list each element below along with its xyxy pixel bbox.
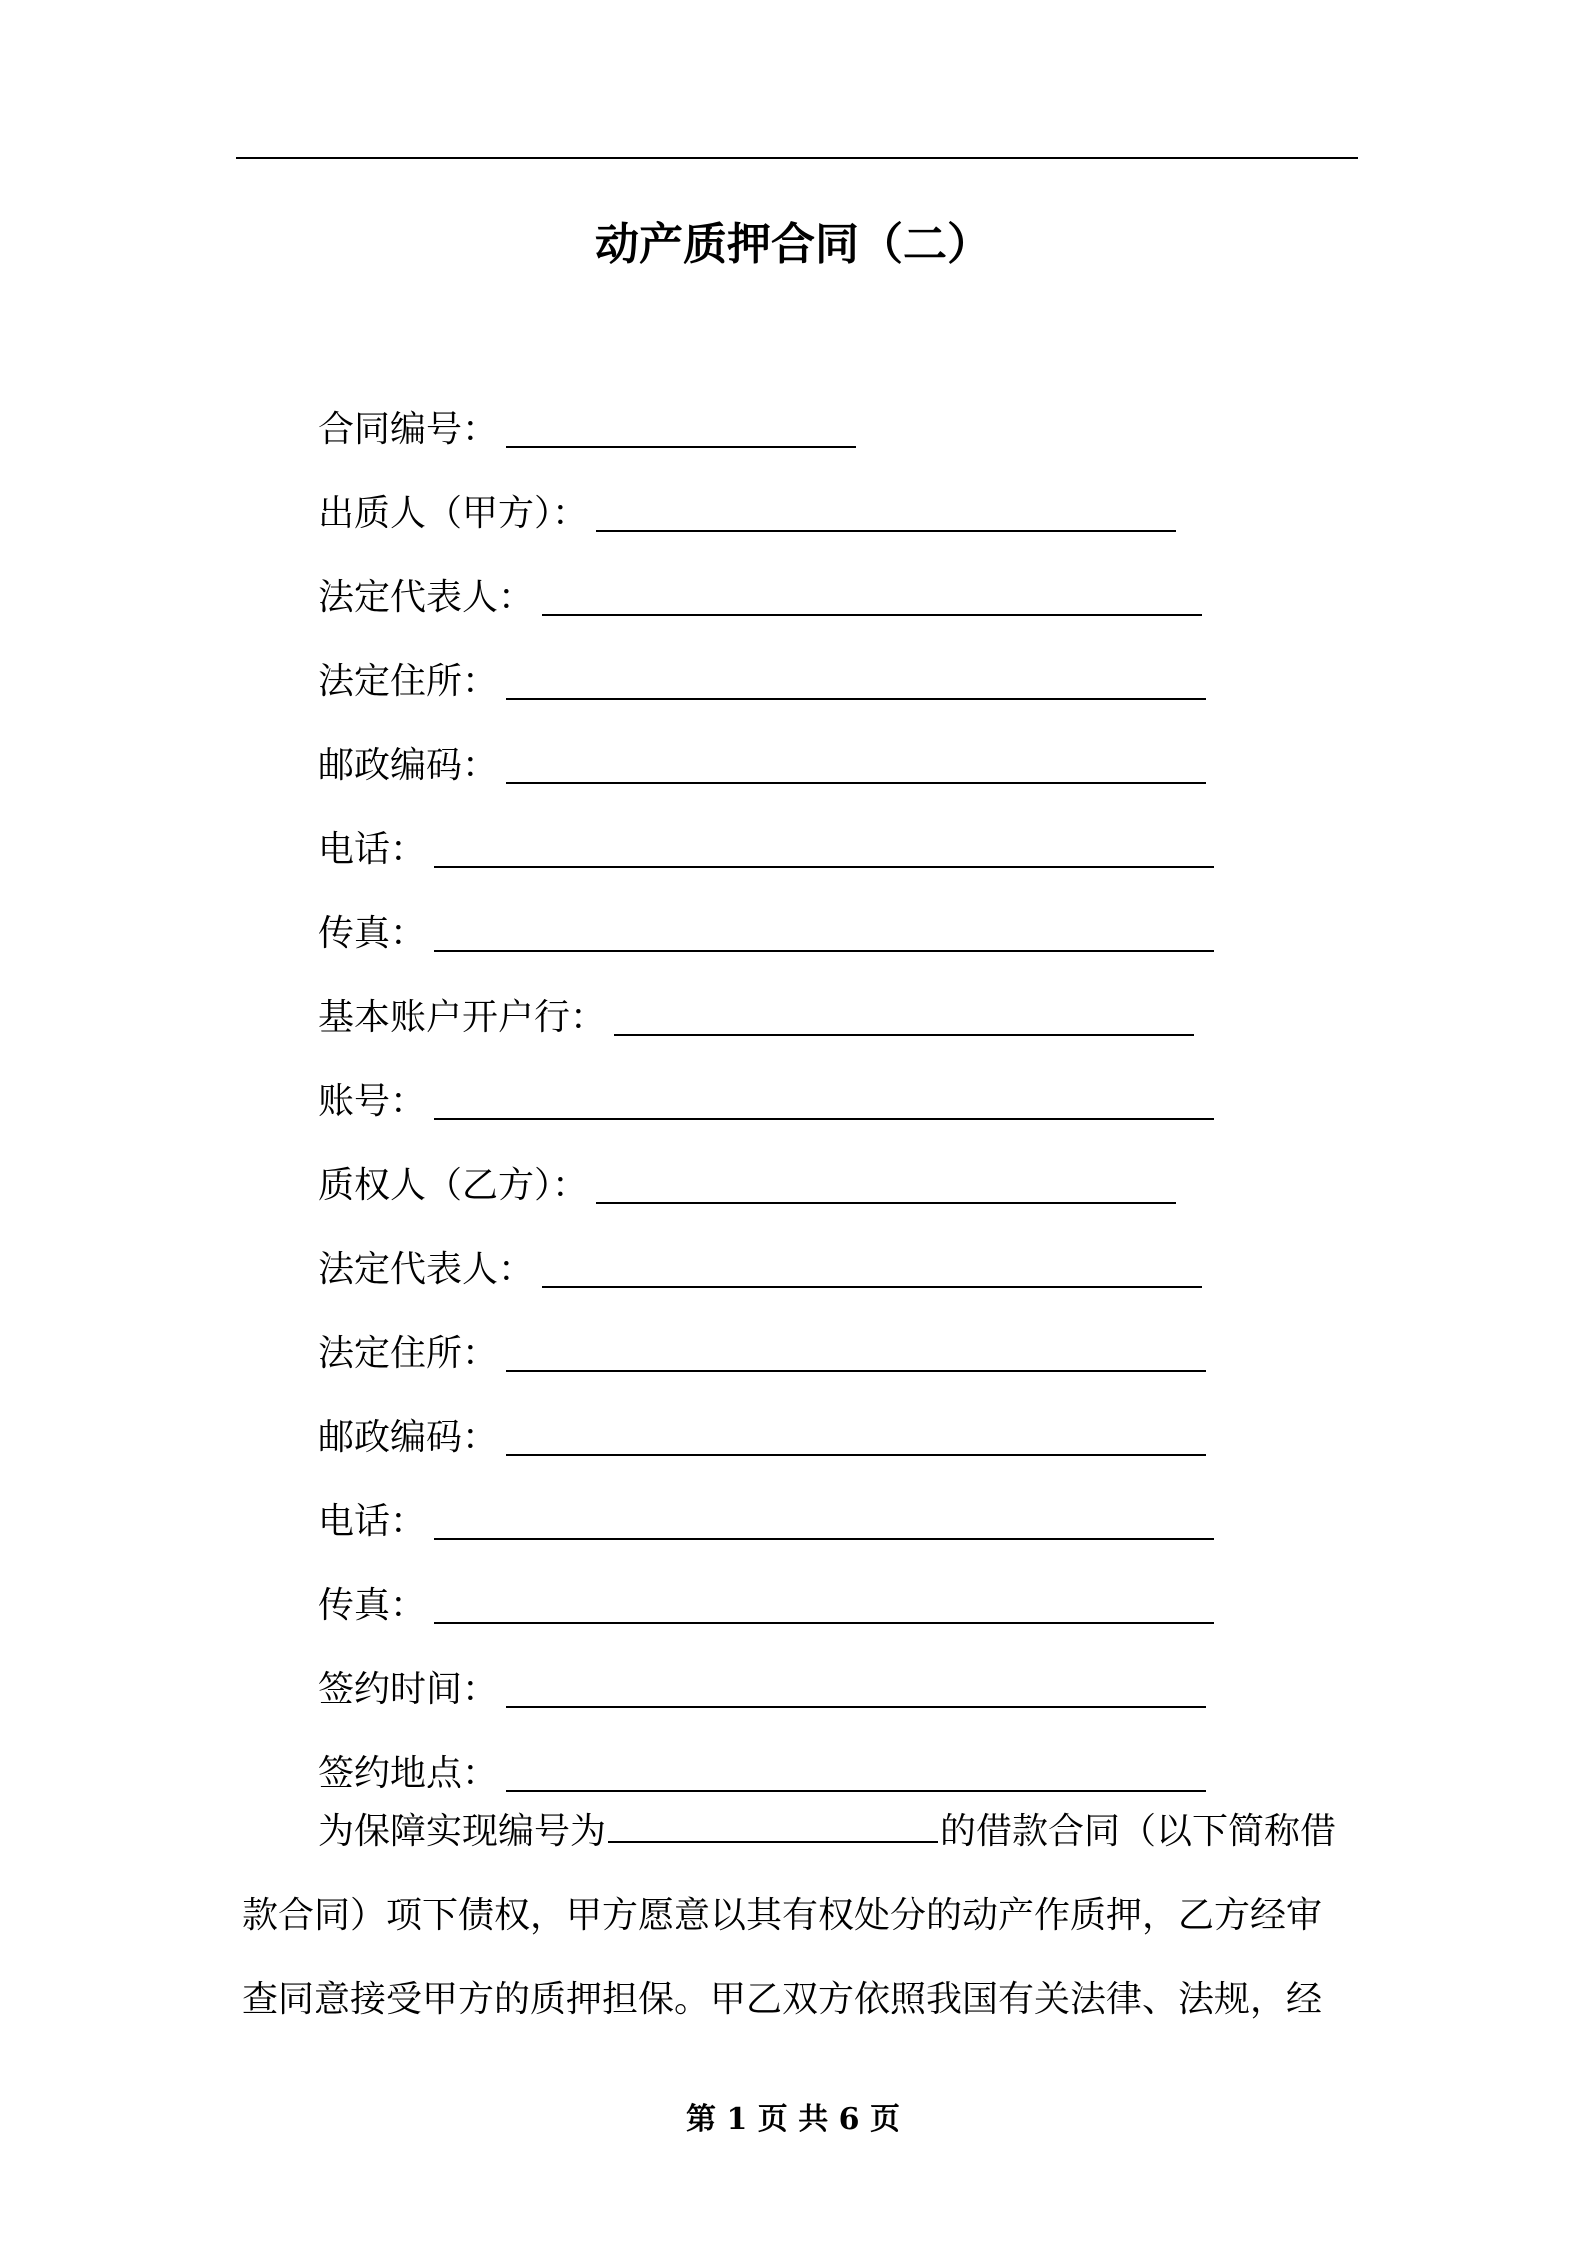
fill-in-blank[interactable] [506, 698, 1206, 700]
field-label: 出质人（甲方）： [318, 493, 589, 534]
fill-in-blank[interactable] [506, 782, 1206, 784]
paragraph-text: 的借款合同（以下简称借 [940, 1811, 1337, 1852]
fill-in-blank[interactable] [506, 1454, 1206, 1456]
field-row [318, 1714, 1214, 1798]
field-label: 电话： [318, 1501, 427, 1542]
field-label: 法定住所： [318, 661, 499, 702]
fill-in-blank[interactable] [434, 950, 1214, 952]
field-row [318, 370, 1214, 454]
paragraph-line: 款合同）项下债权，甲方愿意以其有权处分的动产作质押，乙方经审 [242, 1895, 1323, 1936]
body-paragraph [242, 1790, 1354, 2042]
fill-in-blank[interactable] [434, 1118, 1214, 1120]
field-label: 质权人（乙方）： [318, 1165, 589, 1206]
field-row [318, 1294, 1214, 1378]
field-label: 邮政编码： [318, 1417, 499, 1458]
fill-in-blank[interactable] [506, 1370, 1206, 1372]
field-label: 电话： [318, 829, 427, 870]
fill-in-blank[interactable] [506, 1706, 1206, 1708]
field-label: 合同编号： [318, 409, 499, 450]
field-label: 基本账户开户行： [318, 997, 607, 1038]
fill-in-blank[interactable] [542, 614, 1202, 616]
field-label: 法定代表人： [318, 1249, 535, 1290]
field-row [318, 1630, 1214, 1714]
field-row [318, 958, 1214, 1042]
field-label: 传真： [318, 1585, 427, 1626]
field-row [318, 790, 1214, 874]
fill-in-blank[interactable] [434, 1538, 1214, 1540]
paragraph-line: 查同意接受甲方的质押担保。甲乙双方依照我国有关法律、法规，经 [242, 1979, 1323, 2020]
field-row [318, 1042, 1214, 1126]
fill-in-blank[interactable] [596, 530, 1176, 532]
field-row [318, 1126, 1214, 1210]
field-label: 签约时间： [318, 1669, 499, 1710]
fill-in-blank[interactable] [542, 1286, 1202, 1288]
field-label: 签约地点： [318, 1753, 499, 1794]
field-row [318, 706, 1214, 790]
field-label: 账号： [318, 1081, 427, 1122]
field-row [318, 454, 1214, 538]
field-row [318, 538, 1214, 622]
field-row [318, 1546, 1214, 1630]
paragraph-text: 为保障实现编号为 [318, 1811, 607, 1852]
fill-in-blank[interactable] [434, 866, 1214, 868]
field-row [318, 1210, 1214, 1294]
contract-fields [318, 370, 1214, 1798]
contract-number-blank[interactable] [608, 1841, 938, 1843]
fill-in-blank[interactable] [596, 1202, 1176, 1204]
field-row [318, 1462, 1214, 1546]
field-label: 传真： [318, 913, 427, 954]
header-rule [236, 157, 1358, 159]
document-title: 动产质押合同（二） [595, 219, 991, 270]
field-row [318, 874, 1214, 958]
field-row [318, 622, 1214, 706]
field-label: 法定住所： [318, 1333, 499, 1374]
field-label: 法定代表人： [318, 577, 535, 618]
fill-in-blank[interactable] [434, 1622, 1214, 1624]
fill-in-blank[interactable] [506, 446, 856, 448]
fill-in-blank[interactable] [614, 1034, 1194, 1036]
paragraph-line [242, 1790, 1354, 1874]
page-footer: 第 1 页 共 6 页 [686, 2102, 900, 2137]
field-label: 邮政编码： [318, 745, 499, 786]
field-row [318, 1378, 1214, 1462]
